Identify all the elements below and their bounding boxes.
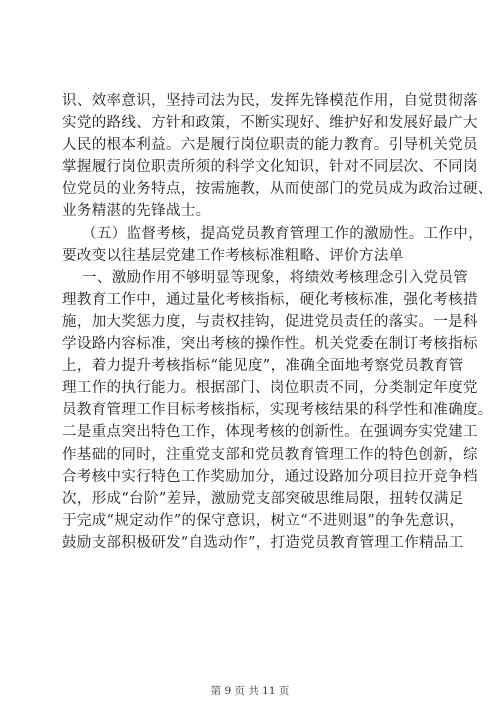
text-line: 位党员的业务特点，按需施教，从而使部门的党员成为政治过硬、 (62, 181, 493, 198)
text-line: 合考核中实行特色工作奖励加分，通过设路加分项目拉开竞争档 (62, 468, 478, 485)
text-line: 施，加大奖惩力度，与责权挂钩，促进党员责任的落实。一是科 (62, 313, 478, 330)
text-line: 业务精湛的先锋战士。 (62, 203, 211, 220)
text-line: （五）监督考核，提高党员教育管理工作的激励性。工作中， (82, 225, 483, 242)
document-body (62, 90, 493, 554)
text-line: 要改变以往基层党建工作考核标准粗略、评价方法单 (62, 247, 404, 264)
text-line: 理教育工作中，通过量化考核指标，硬化考核标准，强化考核措 (62, 291, 478, 308)
text-line: 识、效率意识，坚持司法为民，发挥先锋模范作用，自觉贯彻落 (62, 93, 478, 109)
text-line: 员教育管理工作目标考核指标，实现考核结果的科学性和准确度。 (62, 402, 493, 419)
text-line: 次，形成“台阶”差异，激励党支部突破思维局限，扭转仅满足 (62, 490, 464, 507)
text-line: 学设路内容标准，突出考核的操作性。机关党委在制订考核指标 (62, 336, 478, 353)
text-line: 人民的根本利益。六是履行岗位职责的能力教育。引导机关党员 (62, 137, 478, 154)
text-line: 掌握履行岗位职责所须的科学文化知识，针对不同层次、不同岗 (62, 159, 478, 176)
page-number-footer: 第 9 页 共 11 页 (210, 685, 290, 697)
text-line: 二是重点突出特色工作，体现考核的创新性。在强调夯实党建工 (62, 424, 478, 441)
text-line: 于完成“规定动作”的保守意识，树立“不进则退”的争先意识， (62, 512, 465, 529)
text-line: 实党的路线、方针和政策，不断实现好、维护好和发展好最广大 (62, 115, 478, 132)
text-line: 理工作的执行能力。根据部门、岗位职责不同，分类制定年度党 (62, 380, 478, 397)
text-line: 鼓励支部积极研发“自选动作”，打造党员教育管理工作精品工 (62, 534, 464, 551)
text-line: 一、激励作用不够明显等现象，将绩效考核理念引入党员管 (82, 269, 469, 286)
text-line: 上，着力提升考核指标“能见度”，准确全面地考察党员教育管 (62, 358, 464, 375)
text-line: 作基础的同时，注重党支部和党员教育管理工作的特色创新，综 (62, 446, 478, 463)
